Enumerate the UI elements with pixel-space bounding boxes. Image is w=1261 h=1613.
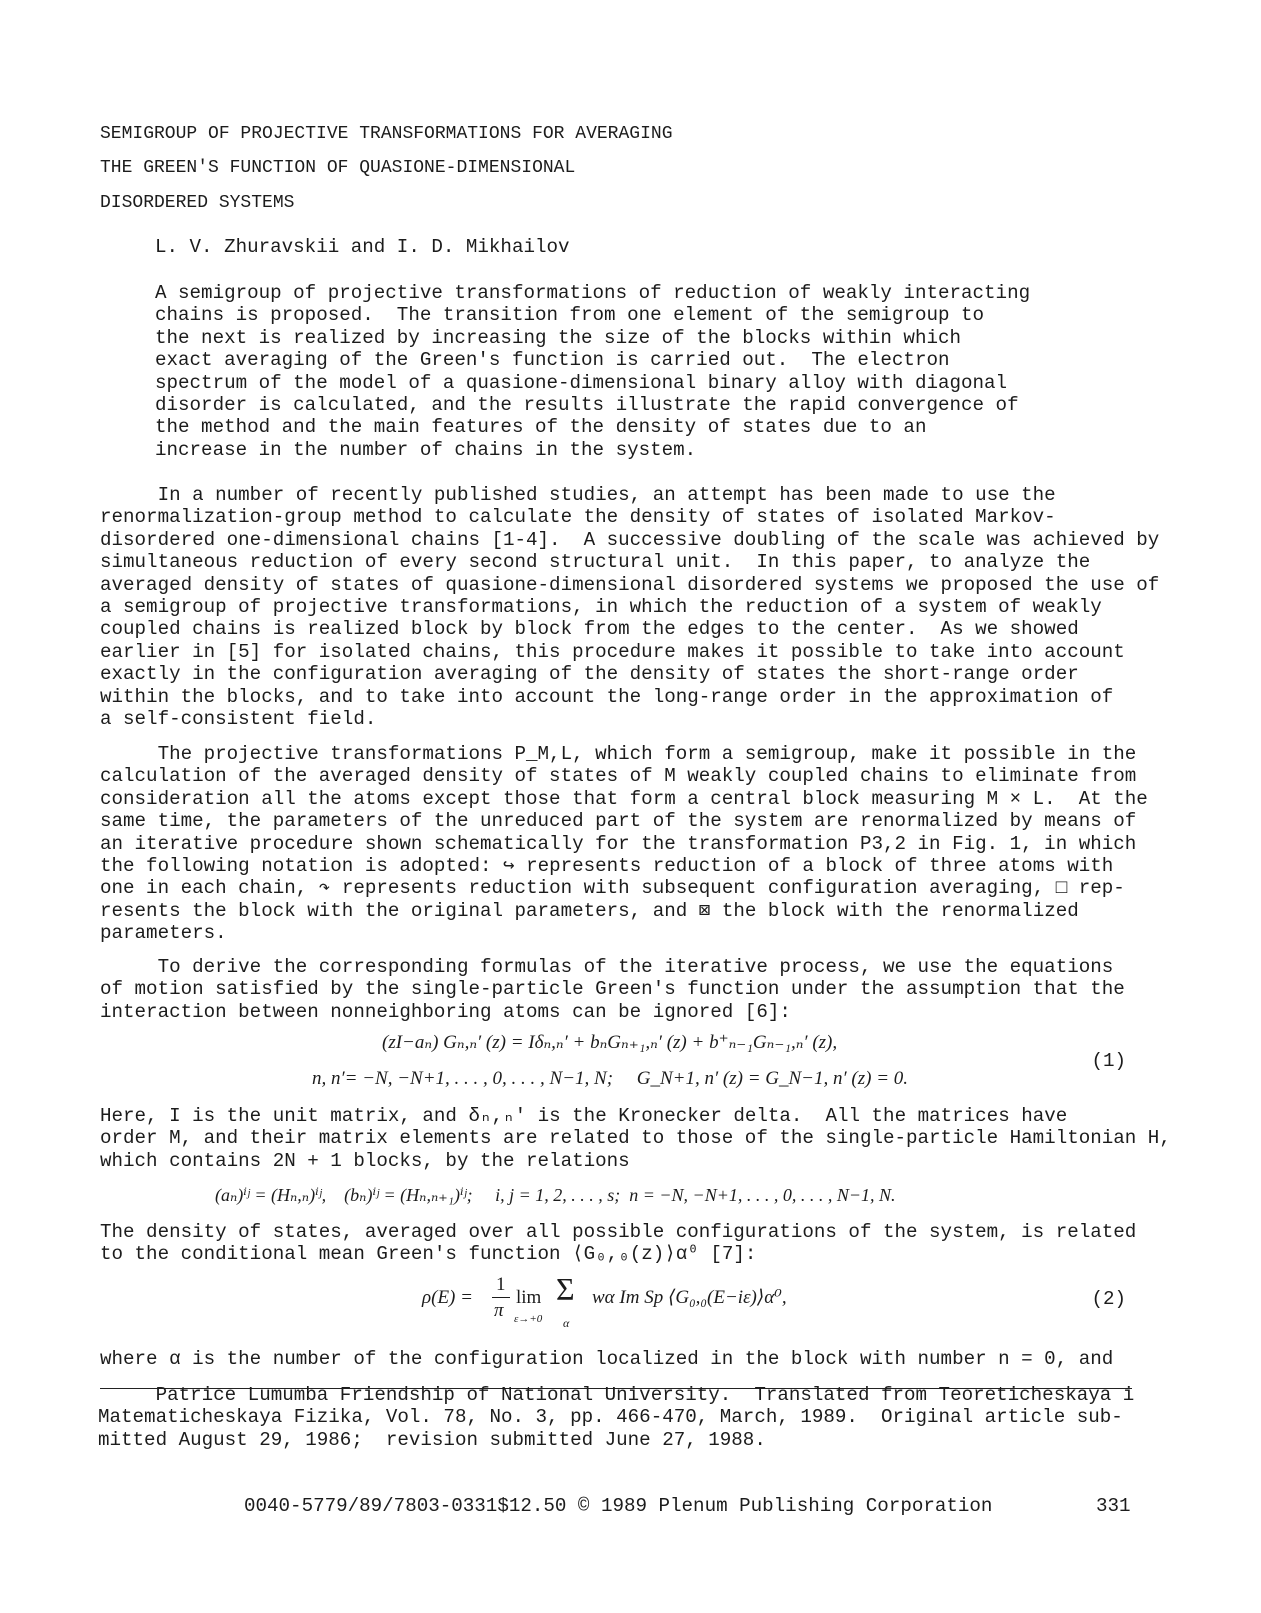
body-line: renormalization-group method to calculate the density of states of isolated Markov- xyxy=(100,506,1056,529)
body-line: The density of states, averaged over all possible configurations of the system, is related xyxy=(100,1221,1137,1243)
abstract-line: chains is proposed. The transition from one element of the semigroup to xyxy=(155,304,985,327)
equation-1-line-1: (zI−aₙ) Gₙ,ₙ′ (z) = Iδₙ,ₙ′ + bₙGₙ₊₁,ₙ′ (z) + b⁺ₙ₋₁Gₙ₋₁,ₙ′ (z), xyxy=(382,1032,838,1053)
body-line: within the blocks, and to take into account the long-range order in the approximation of xyxy=(100,685,1114,708)
body-line-last: where α is the number of the configuration localized in the block with number n = 0, and xyxy=(100,1348,1114,1370)
body-line: In a number of recently published studies, an attempt has been made to use the xyxy=(100,484,1056,506)
body-line: calculation of the averaged density of states of M weakly coupled chains to eliminate from xyxy=(100,765,1137,788)
body-line: coupled chains is realized block by block from the edges to the center. As we showed xyxy=(100,618,1079,641)
abstract-line: disorder is calculated, and the results illustrate the rapid convergence of xyxy=(155,394,1019,416)
body-line: parameters. xyxy=(100,922,227,945)
body-line: an iterative procedure shown schematically for the transformation P3,2 in Fig. 1, in which xyxy=(100,832,1137,855)
footnote-line: Patrice Lumumba Friendship of National University. Translated from Teoreticheskaya i xyxy=(98,1384,1135,1406)
footer-copyright: 0040-5779/89/7803-0331$12.50 © 1989 Plenum Publishing Corporation xyxy=(244,1495,993,1517)
body-line: simultaneous reduction of every second structural unit. In this paper, to analyze the xyxy=(100,551,1091,574)
footnote-line: mitted August 29, 1986; revision submitted June 27, 1988. xyxy=(98,1428,766,1451)
equation-2-numerator: 1 xyxy=(496,1274,506,1295)
equation-2-sum-subscript: α xyxy=(563,1316,570,1330)
footnote-line: Matematicheskaya Fizika, Vol. 78, No. 3, pp. 466-470, March, 1989. Original article sub- xyxy=(98,1406,1123,1429)
abstract-line: spectrum of the model of a quasione-dimensional binary alloy with diagonal xyxy=(155,371,1008,394)
body-line: same time, the parameters of the unreduced part of the system are renormalized by means of xyxy=(100,810,1137,833)
body-line: one in each chain, ↷ represents reduction with subsequent configuration averaging, □ rep- xyxy=(100,877,1125,900)
body-line: Here, I is the unit matrix, and δₙ,ₙ′ is the Kronecker delta. All the matrices have xyxy=(100,1105,1068,1127)
abstract-line: the method and the main features of the density of states due to an xyxy=(155,416,927,439)
title-line-1: SEMIGROUP OF PROJECTIVE TRANSFORMATIONS FOR AVERAGING xyxy=(100,124,673,144)
body-line: interaction between nonneighboring atoms can be ignored [6]: xyxy=(100,1000,791,1023)
body-line: a semigroup of projective transformations, in which the reduction of a system of weakly xyxy=(100,596,1102,618)
equation-2-lim-subscript: ε→+0 xyxy=(514,1313,543,1325)
body-line: earlier in [5] for isolated chains, this procedure makes it possible to take into account xyxy=(100,640,1125,663)
fraction-bar xyxy=(492,1297,510,1298)
body-line: disordered one-dimensional chains [1-4]. A successive doubling of the scale was achieved by xyxy=(100,528,1160,551)
title-line-3: DISORDERED SYSTEMS xyxy=(100,193,295,213)
equation-relations: (aₙ)ⁱʲ = (Hₙ,ₙ)ⁱʲ, (bₙ)ⁱʲ = (Hₙ,ₙ₊₁)ⁱʲ; i, j = 1, 2, . . . , s; n = −N, −N+1, . . . , 0, . . . , N−1, N. xyxy=(215,1185,896,1205)
equation-2 xyxy=(422,1270,842,1330)
equation-2-lim: lim xyxy=(516,1287,542,1308)
title-line-2: THE GREEN'S FUNCTION OF QUASIONE-DIMENSIONAL xyxy=(100,158,576,178)
page-number: 331 xyxy=(1096,1495,1131,1517)
body-line: exactly in the configuration averaging of the density of states the short-range order xyxy=(100,663,1079,686)
body-line: To derive the corresponding formulas of the iterative process, we use the equations xyxy=(100,956,1114,978)
equation-2-rhs: wα Im Sp ⟨G₀,₀(E−iε)⟩α⁰, xyxy=(592,1287,787,1308)
body-line: of motion satisfied by the single-particle Green's function under the assumption that the xyxy=(100,978,1125,1001)
body-line: which contains 2N + 1 blocks, by the relations xyxy=(100,1149,630,1172)
abstract-line: the next is realized by increasing the size of the blocks within which xyxy=(155,326,962,349)
authors: L. V. Zhuravskii and I. D. Mikhailov xyxy=(155,236,570,258)
body-line: consideration all the atoms except those that form a central block measuring M × L. At the xyxy=(100,787,1148,810)
abstract-line: exact averaging of the Green's function is carried out. The electron xyxy=(155,349,950,372)
body-line: the following notation is adopted: ↪ represents reduction of a block of three atoms with xyxy=(100,855,1114,877)
equation-2-lhs: ρ(E) = xyxy=(422,1287,473,1308)
equation-2-denominator: π xyxy=(494,1300,504,1321)
equation-2-number: (2) xyxy=(1091,1288,1126,1310)
body-line: averaged density of states of quasione-dimensional disordered systems we proposed the use of xyxy=(100,573,1160,596)
abstract-line: increase in the number of chains in the system. xyxy=(155,438,697,461)
body-line: The projective transformations P_M,L, which form a semigroup, make it possible in the xyxy=(100,743,1137,765)
equation-1-line-2: n, n′= −N, −N+1, . . . , 0, . . . , N−1, N; G_N+1, n′ (z) = G_N−1, n′ (z) = 0. xyxy=(312,1068,909,1089)
abstract-line: A semigroup of projective transformations of reduction of weakly interacting xyxy=(155,282,1031,304)
body-line: order M, and their matrix elements are related to those of the single-particle Hamiltonian H, xyxy=(100,1127,1171,1150)
body-line: a self-consistent field. xyxy=(100,708,377,730)
equation-2-sum: Σ xyxy=(556,1271,575,1307)
body-line: to the conditional mean Green's function ⟨G₀,₀(z)⟩α⁰ [7]: xyxy=(100,1243,757,1266)
equation-1-number: (1) xyxy=(1091,1050,1126,1072)
body-line: resents the block with the original parameters, and ⊠ the block with the renormalized xyxy=(100,899,1079,922)
